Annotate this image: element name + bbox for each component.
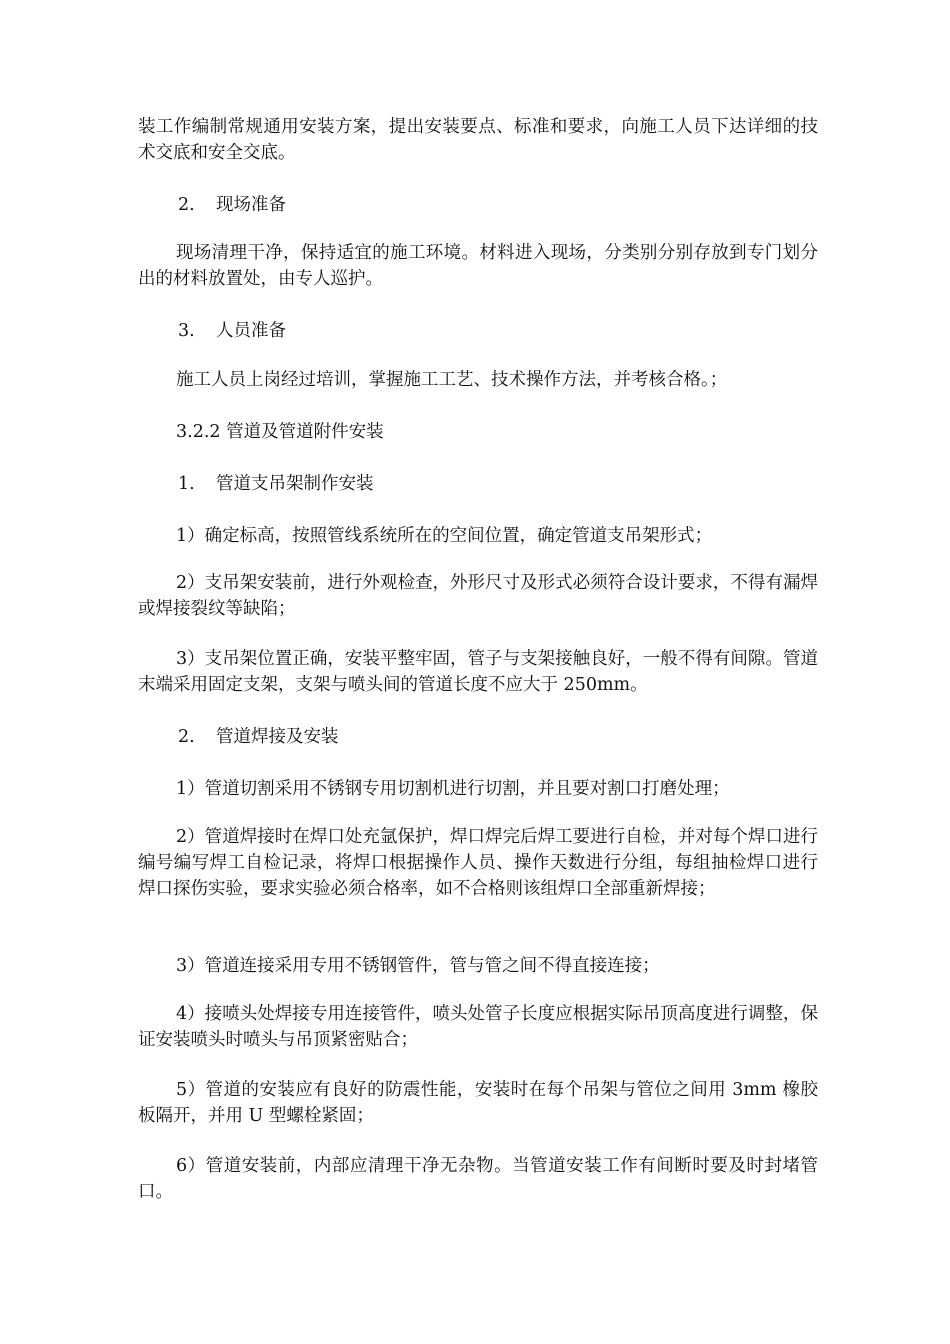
paragraph-site-prep: 现场清理干净，保持适宜的施工环境。材料进入现场，分类别分别存放到专门划分出的材料放置处，由专人巡护。 [138,243,818,289]
section-title-3-2-2: 3.2.2 管道及管道附件安装 [176,422,384,442]
paragraph-item-1: 1）确定标高，按照管线系统所在的空间位置，确定管道支吊架形式； [176,526,713,546]
heading-support-hanger [178,471,374,497]
heading-number: 2. [178,727,195,747]
heading-number: 1. [178,474,195,494]
heading-text: 现场准备 [216,195,286,215]
paragraph-item-2: 2）支吊架安装前，进行外观检查，外形尺寸及形式必须符合设计要求，不得有漏焊或焊接裂纹等缺陷； [138,573,818,619]
heading-text: 管道支吊架制作安装 [216,474,374,494]
heading-text: 人员准备 [216,321,286,341]
heading-staff-prep [178,318,286,344]
paragraph-weld-2: 2）管道焊接时在焊口处充氩保护，焊口焊完后焊工要进行自检，并对每个焊口进行编号编写焊工自检记录，将焊口根据操作人员、操作天数进行分组，每组抽检焊口进行焊口探伤实验，要求实验必须合格率，如不合格则该组焊口全部重新焊接； [138,827,818,899]
paragraph-weld-6: 6）管道安装前，内部应清理干净无杂物。当管道安装工作有间断时要及时封堵管口。 [138,1156,818,1202]
paragraph-weld-1: 1）管道切割采用不锈钢专用切割机进行切割，并且要对割口打磨处理； [176,779,730,799]
heading-site-prep [178,192,286,218]
paragraph-weld-3: 3）管道连接采用专用不锈钢管件，管与管之间不得直接连接； [176,956,660,976]
paragraph-item-3: 3）支吊架位置正确，安装平整牢固，管子与支架接触良好，一般不得有间隙。管道末端采用固定支架，支架与喷头间的管道长度不应大于 250mm。 [138,649,818,695]
heading-welding [178,724,339,750]
heading-text: 管道焊接及安装 [216,727,339,747]
paragraph-weld-4: 4）接喷头处焊接专用连接管件，喷头处管子长度应根据实际吊顶高度进行调整，保证安装喷头时喷头与吊顶紧密贴合； [138,1004,818,1050]
heading-number: 3. [178,321,195,341]
paragraph-intro: 装工作编制常规通用安装方案，提出安装要点、标准和要求，向施工人员下达详细的技术交底和安全交底。 [138,117,818,163]
paragraph-weld-5: 5）管道的安装应有良好的防震性能，安装时在每个吊架与管位之间用 3mm 橡胶板隔开，并用 U 型螺栓紧固； [138,1080,818,1126]
heading-number: 2. [178,195,195,215]
paragraph-staff-prep: 施工人员上岗经过培训，掌握施工工艺、技术操作方法，并考核合格。； [176,370,728,390]
